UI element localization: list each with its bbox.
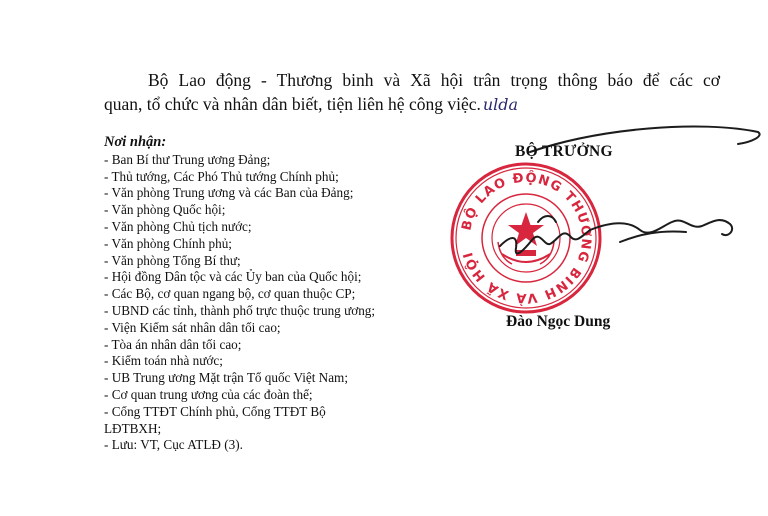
recipients-block: [104, 134, 404, 454]
signer-title: BỘ TRƯỞNG: [515, 143, 613, 160]
seal-ring-text: BỘ LAO ĐỘNG THƯƠNG BINH VÀ XÃ HỘI: [459, 170, 594, 306]
signer-name: Đào Ngọc Dung: [506, 313, 611, 330]
recipient-item: - Ban Bí thư Trung ương Đảng;: [104, 151, 271, 167]
recipient-item: - Cổng TTĐT Chính phủ, Cổng TTĐT Bộ: [104, 403, 326, 419]
recipient-item: - Viện Kiểm sát nhân dân tối cao;: [104, 319, 281, 335]
recipient-item: - Các Bộ, cơ quan ngang bộ, cơ quan thuộc CP;: [104, 286, 356, 302]
recipient-item: - Văn phòng Chủ tịch nước;: [104, 218, 252, 234]
recipient-item: - Văn phòng Tổng Bí thư;: [104, 252, 241, 268]
recipient-item: LĐTBXH;: [104, 420, 162, 436]
recipient-item: - Cơ quan trung ương của các đoàn thể;: [104, 386, 313, 402]
recipient-item: - Văn phòng Chính phủ;: [104, 235, 232, 251]
recipient-item: - Lưu: VT, Cục ATLĐ (3).: [104, 437, 243, 453]
recipient-item: - Hội đồng Dân tộc và các Ủy ban của Quốc hội;: [104, 269, 362, 285]
notice-paragraph: [104, 68, 720, 117]
recipient-item: - Văn phòng Trung ương và các Ban của Đảng;: [104, 185, 354, 201]
recipients-heading: Nơi nhận:: [104, 134, 167, 150]
recipient-item: - Văn phòng Quốc hội;: [104, 202, 226, 218]
recipient-item: - Kiểm toán nhà nước;: [104, 353, 223, 369]
recipient-item: - Thủ tướng, Các Phó Thủ tướng Chính phủ;: [104, 168, 339, 184]
paragraph-line-1: Bộ Lao động - Thương binh và Xã hội trân trọng thông báo để các cơ: [148, 70, 720, 90]
handwritten-initials: ulda: [482, 95, 519, 114]
recipient-item: - UB Trung ương Mặt trận Tổ quốc Việt Nam;: [104, 370, 348, 386]
paragraph-line-2: [104, 92, 720, 117]
recipient-item: - UBND các tỉnh, thành phố trực thuộc trung ương;: [104, 302, 376, 318]
recipient-item: - Tòa án nhân dân tối cao;: [104, 336, 242, 352]
paragraph-line-2-text: quan, tổ chức và nhân dân biết, tiện liên hệ công việc.: [104, 94, 481, 114]
